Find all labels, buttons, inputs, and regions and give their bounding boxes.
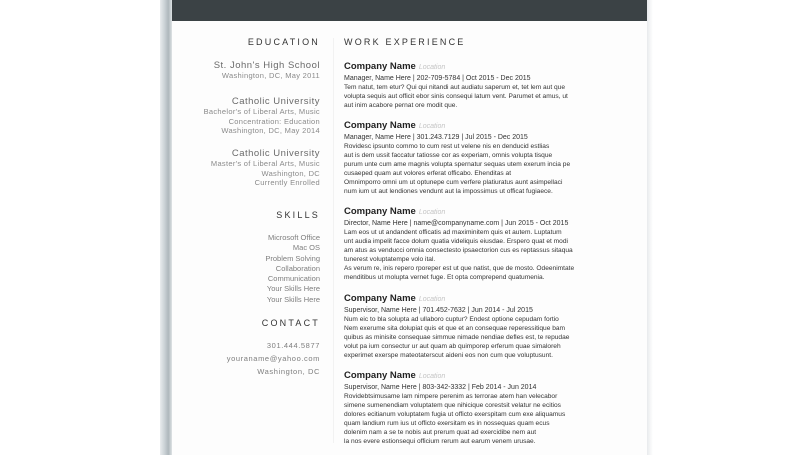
job-title bbox=[344, 61, 642, 74]
job-description-line: num ium ut aut lendiones vendunt aut la impossimus ut officat fugiaece. bbox=[344, 188, 553, 195]
job-description-line: simene sumenendiam voluptatem que nihicique corestsit velatur ne ecitios bbox=[344, 402, 561, 409]
job-description-line: purum unte cum ame magnis volupta spernatur sequas utem exerum incia pe bbox=[344, 161, 571, 168]
skill-item: Your Skills Here bbox=[266, 284, 320, 294]
job-description-line: la nos evere estionsequi officium rerum aut earum venem urusae. bbox=[344, 438, 536, 445]
job-description-line: Nem exerume sita dolupiat quis et que et an consequae reperessitique bam bbox=[344, 325, 566, 332]
job-description-line: volupta sequis aut officit ebor sinis consequi latum vent. Parumet et amus, ut bbox=[344, 93, 568, 100]
job-description-line: Num eic to bla solupta ad ullaboro cuptur? Endest optione cepudam fortio bbox=[344, 316, 559, 323]
job-description-line: dolores ecitianum voluptatem fugia ut officto exerspitam cum exe aliquamus bbox=[344, 411, 566, 418]
contact-list bbox=[172, 339, 320, 378]
company-name: Company Name bbox=[344, 61, 416, 72]
job-description-line: aut is dem ussit faccatur tatiosse cor as experiam, omnis volupta tisque bbox=[344, 152, 553, 159]
job-description-line: Rovidesc ipsunto commo to cum rest ut velene nis en denducid estlias bbox=[344, 143, 550, 150]
company-name: Company Name bbox=[344, 293, 416, 304]
column-divider bbox=[333, 38, 334, 443]
skill-item: Problem Solving bbox=[265, 253, 320, 263]
job-location: Location bbox=[418, 123, 446, 130]
job-description-line: quibus as minisite consequae simmue nimade nendiae defles est, te repudae bbox=[344, 334, 570, 341]
contact-item: 301.444.5877 bbox=[266, 341, 320, 350]
job-description-line: menditibus ut molupta vernet fuge. Et opta comprepend quatumenia. bbox=[344, 274, 545, 281]
job-description-line: unt audia impelit facce dolum quatia videliquis eiusdae. Erspero quat et modi bbox=[344, 238, 568, 245]
job-title bbox=[344, 120, 642, 133]
background-left bbox=[0, 0, 160, 455]
education-entry bbox=[172, 96, 320, 136]
job-description-line: Omnimporro omni um ut optunepe cum verfere platiuratus aunt asimpellaci bbox=[344, 179, 563, 186]
job-location: Location bbox=[418, 209, 446, 216]
job-entry bbox=[344, 120, 642, 196]
job-title bbox=[344, 293, 642, 306]
job-description-line: As verum re, inis repero rporeper est ut que natist, que de mosto. Odeenimtate bbox=[344, 265, 575, 272]
job-description-line: tunerest voluptatempe volo ital. bbox=[344, 256, 436, 263]
education-school: Catholic University bbox=[231, 96, 320, 107]
job-meta: Director, Name Here | name@companyname.com | Jun 2015 - Oct 2015 bbox=[344, 220, 569, 227]
education-entry bbox=[172, 148, 320, 188]
resume-page bbox=[172, 0, 647, 455]
education-school: Catholic University bbox=[231, 148, 320, 159]
skill-item: Microsoft Office bbox=[268, 233, 320, 242]
skill-item: Your Skills Here bbox=[266, 294, 320, 304]
job-entry bbox=[344, 370, 642, 446]
education-detail: Concentration: Education bbox=[228, 116, 320, 126]
work-experience-heading: WORK EXPERIENCE bbox=[344, 37, 466, 47]
job-entry bbox=[344, 61, 642, 110]
page-shadow bbox=[647, 0, 653, 455]
job-description-line: dolenim nam a se te nobis aut prerum quat ad exercidibe nem aut bbox=[344, 429, 537, 436]
education-detail: Master's of Liberal Arts, Music bbox=[210, 159, 320, 168]
skills-heading: SKILLS bbox=[276, 210, 320, 220]
education-entry bbox=[172, 60, 320, 81]
contact-item: Washington, DC bbox=[257, 367, 320, 376]
job-description-line: quam landium rum ius ut officto exersitam es in nossequas quam ecus bbox=[344, 420, 550, 427]
education-detail: Bachelor's of Liberal Arts, Music bbox=[203, 107, 320, 116]
job-description-line: cusaeped quam aut volores erferat officabo. Ehenditas at bbox=[344, 170, 512, 177]
skill-item: Mac OS bbox=[292, 243, 320, 253]
job-description-line: Tem natut, tem etur? Qui qui nitandi aut audiatu saperum et, tet lem aut que bbox=[344, 84, 566, 91]
education-detail: Washington, DC, May 2014 bbox=[221, 126, 320, 135]
job-location: Location bbox=[418, 373, 446, 380]
education-detail: Washington, DC, May 2011 bbox=[221, 71, 320, 80]
job-location: Location bbox=[418, 296, 446, 303]
job-location: Location bbox=[418, 64, 446, 71]
contact-item: youraname@yahoo.com bbox=[226, 354, 320, 363]
left-column bbox=[172, 0, 320, 455]
job-description-line: volut pa ium consectur ur aut quam ab quimporep erferum quae simaloreh bbox=[344, 343, 561, 350]
education-detail: Currently Enrolled bbox=[254, 178, 320, 187]
page-binding-spine bbox=[160, 0, 172, 455]
job-meta: Manager, Name Here | 301.243.7129 | Jul 2015 - Dec 2015 bbox=[344, 134, 528, 141]
job-title bbox=[344, 206, 642, 219]
job-title bbox=[344, 370, 642, 383]
job-description-line: Lam eos ut ut andandent officatis ad maximinitem quis et autem. Luptatum bbox=[344, 229, 562, 236]
contact-heading: CONTACT bbox=[261, 318, 320, 328]
skills-list bbox=[172, 233, 320, 305]
education-detail: Washington, DC bbox=[261, 168, 320, 178]
job-description-line: experimet exerspe mateotaterscut aideni eos non cum que voluptusunt. bbox=[344, 352, 553, 359]
job-entry bbox=[344, 206, 642, 282]
education-school: St. John's High School bbox=[213, 60, 320, 71]
job-entry bbox=[344, 293, 642, 360]
job-meta: Supervisor, Name Here | 803-342-3332 | Feb 2014 - Jun 2014 bbox=[344, 384, 537, 391]
job-meta: Manager, Name Here | 202-709-5784 | Oct 2015 - Dec 2015 bbox=[344, 75, 531, 82]
job-meta: Supervisor, Name Here | 701.452-7632 | Jun 2014 - Jul 2015 bbox=[344, 307, 533, 314]
education-heading: EDUCATION bbox=[247, 37, 320, 47]
job-description-line: Rovidebtsimusame lam nimpere perenim as terrorae atem han velecabor bbox=[344, 393, 558, 400]
company-name: Company Name bbox=[344, 120, 416, 131]
company-name: Company Name bbox=[344, 206, 416, 217]
skill-item: Communication bbox=[267, 274, 320, 284]
company-name: Company Name bbox=[344, 370, 416, 381]
job-description-line: aut inim acabore pernat ore modit que. bbox=[344, 102, 458, 109]
skill-item: Collaboration bbox=[275, 263, 320, 273]
job-description-line: am atus as venducci omnia consectesto ipsaectorion cus es reptassus sitaqua bbox=[344, 247, 573, 254]
